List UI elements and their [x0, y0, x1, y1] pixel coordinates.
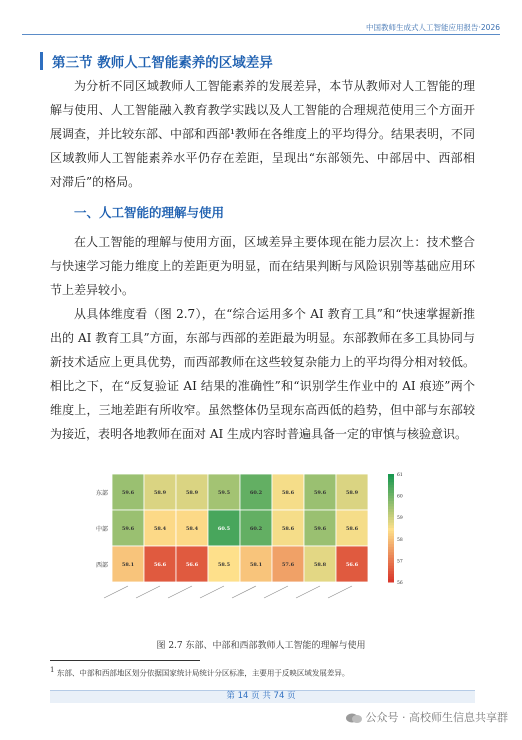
watermark-text: 公众号 · 高校师生信息共享群 — [365, 711, 508, 724]
cell-value: 58.9 — [185, 490, 199, 496]
colorbar-tick: 56 — [397, 581, 403, 586]
cell-value: 59.6 — [313, 490, 327, 496]
cell-value: 58.9 — [153, 490, 167, 496]
colorbar-segment — [388, 579, 394, 582]
cell-value: 58.6 — [281, 526, 295, 532]
cell-value: 58.4 — [185, 526, 199, 532]
x-tick-label — [232, 586, 256, 598]
paragraph-1: 在人工智能的理解与使用方面，区域差异主要体现在能力层次上：技术整合与快速学习能力维度上的差距更为明显，而在结果判断与风险识别等基础应用环节上差异较小。 — [50, 235, 475, 297]
cell-value: 58.5 — [217, 562, 231, 568]
wechat-icon — [345, 712, 363, 724]
colorbar-tick: 60 — [397, 494, 403, 500]
figure-caption: 图 2.7 东部、中部和西部教师人工智能的理解与使用 — [156, 641, 366, 651]
x-tick-label — [104, 586, 128, 598]
colorbar-tick: 57 — [397, 559, 403, 565]
cell-value: 59.6 — [313, 526, 327, 532]
cell-value: 60.5 — [217, 526, 231, 532]
cell-value: 58.6 — [281, 490, 295, 496]
cell-value: 56.6 — [185, 562, 199, 568]
colorbar-tick: 59 — [397, 516, 403, 522]
cell-value: 59.6 — [121, 490, 135, 496]
cell-value: 56.6 — [345, 562, 359, 568]
section-accent-bar — [40, 52, 43, 70]
cell-value: 59.5 — [217, 490, 231, 496]
x-tick-label — [328, 586, 352, 598]
x-tick-label — [264, 586, 288, 598]
row-label: 中部 — [95, 526, 108, 533]
row-label: 东部 — [95, 490, 108, 497]
cell-value: 57.6 — [281, 562, 295, 568]
cell-value: 59.6 — [121, 526, 135, 532]
cell-value: 58.4 — [153, 526, 167, 532]
subsection-title: 一、人工智能的理解与使用 — [74, 205, 225, 220]
footnote — [50, 666, 480, 679]
paragraph-2: 从具体维度看（图 2.7），在“综合运用多个 AI 教育工具”和“快速掌握新推出的 AI 教育工具”方面，东部与西部的差距最为明显。东部教师在多工具协同与新技术适应上更具优势，而西部教师在这些较复杂能力上的平均得分相对较低。相比之下，在“反复验证 AI 结果的准确性”和“识别学生作业中的 AI 痕迹”两个维度上，三地差距有所收窄。虽然整体仍呈现东高西低的趋势，但中部与东部较为接近，表明各地教师在面对 AI 生成内容时普遍具备一定的审慎与核验意识。 — [50, 307, 475, 441]
row-label: 西部 — [95, 562, 108, 569]
cell-value: 56.6 — [153, 562, 167, 568]
colorbar-tick: 61 — [397, 473, 403, 478]
cell-value: 58.8 — [313, 562, 327, 568]
intro-paragraph: 为分析不同区域教师人工智能素养的发展差异，本节从教师对人工智能的理解与使用、人工智能融入教育教学实践以及人工智能的合理规范使用三个方面开展调查，并比较东部、中部和西部¹教师在各维度上的平均得分。结果表明，不同区域教师人工智能素养水平仍存在差距，呈现出“东部领先、中部居中、西部相对滞后”的格局。 — [50, 79, 475, 189]
footnote-mark: 1 — [50, 666, 55, 674]
page-number: 第 14 页 共 74 页 — [226, 691, 296, 701]
x-tick-label — [168, 586, 192, 598]
watermark — [345, 709, 509, 725]
header-divider — [22, 34, 500, 35]
footnote-text: 东部、中部和西部地区划分依据国家统计局统计分区标准，主要用于反映区域发展差异。 — [56, 668, 350, 678]
cell-value: 60.2 — [249, 490, 263, 496]
x-tick-label — [136, 586, 160, 598]
cell-value: 60.2 — [249, 526, 263, 532]
footnote-divider — [50, 660, 200, 661]
cell-value: 58.1 — [249, 562, 263, 568]
cell-value: 58.1 — [121, 562, 135, 568]
heatmap-figure — [84, 470, 444, 630]
x-tick-label — [296, 586, 320, 598]
report-header: 中国教师生成式人工智能应用报告·2026 — [366, 23, 500, 32]
colorbar-tick: 58 — [397, 537, 403, 543]
section-title: 第三节 教师人工智能素养的区域差异 — [52, 55, 273, 71]
cell-value: 58.6 — [345, 526, 359, 532]
x-tick-label — [200, 586, 224, 598]
cell-value: 58.9 — [345, 490, 359, 496]
